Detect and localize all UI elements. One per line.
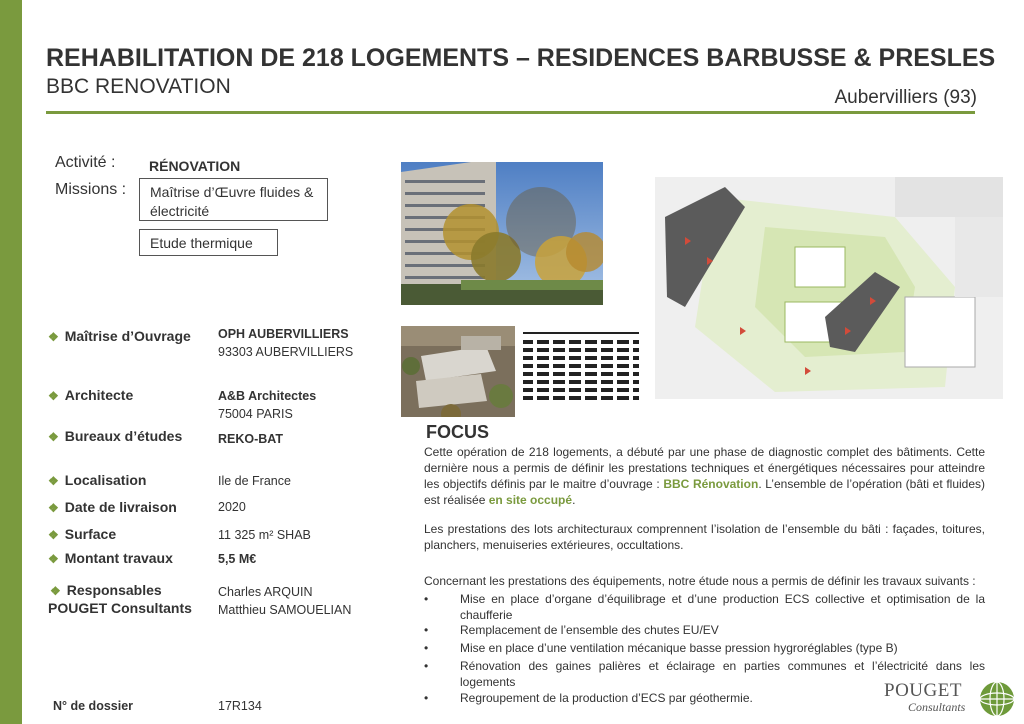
page-title: REHABILITATION DE 218 LOGEMENTS – RESIDENCES BARBUSSE & PRESLES xyxy=(46,44,996,72)
focus-paragraph-3: Concernant les prestations des équipements, notre étude nous a permis de définir les travaux suivants : xyxy=(424,574,976,588)
diamond-bullet-icon: ❖ xyxy=(50,584,61,598)
info-value-moa: OPH AUBERVILLIERS 93303 AUBERVILLIERS xyxy=(218,327,354,359)
dossier-label: N° de dossier xyxy=(53,699,134,713)
diamond-bullet-icon: ❖ xyxy=(48,389,59,403)
focus-paragraph-1: Cette opération de 218 logements, a débuté par une phase de diagnostic complet des bâtiments. Cette dernière nous a permis de définir les prestations techniques et énergétiques nécessaires pour atteindre les objectifs définis par le maitre d’ouvrage : BBC Rénovation. L’ensemble de l’opération (bâti et fluides) est réalisée en site occupé. xyxy=(424,445,986,507)
info-label-architecte: ❖ Architecte xyxy=(48,387,134,403)
mission-box: Etude thermique xyxy=(139,229,278,256)
site-plan xyxy=(655,177,1003,399)
activity-label: Activité : xyxy=(55,154,116,171)
info-value-livraison: 2020 xyxy=(218,500,246,514)
building-photo xyxy=(401,162,603,305)
mission-box: Maîtrise d’Œuvre fluides & électricité xyxy=(139,178,328,221)
diamond-bullet-icon: ❖ xyxy=(48,430,59,444)
list-item: • Rénovation des gaines palières et éclairage en parties communes et l’électricité dans les logements xyxy=(424,659,985,689)
diamond-bullet-icon: ❖ xyxy=(48,474,59,488)
info-label-localisation: ❖ Localisation xyxy=(48,472,147,488)
diamond-bullet-icon: ❖ xyxy=(48,501,59,515)
info-value-responsables: Charles ARQUIN Matthieu SAMOUELIAN xyxy=(218,585,352,617)
diamond-bullet-icon: ❖ xyxy=(48,330,59,344)
pouget-logo xyxy=(884,678,1018,722)
info-value-architecte: A&B Architectes 75004 PARIS xyxy=(218,389,317,421)
info-label-montant: ❖ Montant travaux xyxy=(48,550,173,566)
info-label-livraison: ❖ Date de livraison xyxy=(48,499,177,515)
info-label-responsables: ❖ Responsables POUGET Consultants xyxy=(48,582,192,616)
list-item: • Remplacement de l’ensemble des chutes EU/EV xyxy=(424,623,719,637)
dossier-value: 17R134 xyxy=(218,699,262,713)
globe-icon xyxy=(978,680,1016,718)
list-item: • Mise en place d’une ventilation mécanique basse pression hygroréglables (type B) xyxy=(424,641,898,655)
list-item: • Regroupement de la production d’ECS par géothermie. xyxy=(424,691,753,705)
project-location: Aubervilliers (93) xyxy=(834,87,977,108)
info-value-bureaux: REKO-BAT xyxy=(218,432,284,446)
activity-value: RÉNOVATION xyxy=(149,158,241,174)
info-value-surface: 11 325 m² SHAB xyxy=(218,528,311,542)
info-label-bureaux: ❖ Bureaux d’études xyxy=(48,428,183,444)
side-accent-bar xyxy=(0,0,22,724)
header-divider xyxy=(46,111,975,114)
facade-drawing xyxy=(519,326,643,405)
info-value-localisation: Ile de France xyxy=(218,474,291,488)
focus-paragraph-2: Les prestations des lots architecturaux comprennent l’isolation de l’ensemble du bâti : façades, toitures, planchers, menuiseries extérieures, occultations. xyxy=(424,522,985,552)
info-label-moa: ❖ Maîtrise d’Ouvrage xyxy=(48,328,191,344)
info-label-surface: ❖ Surface xyxy=(48,526,117,542)
info-value-montant: 5,5 M€ xyxy=(218,552,257,566)
logo-name: POUGET xyxy=(884,680,962,701)
list-item: • Mise en place d’organe d’équilibrage et d’une production ECS collective et optimisation de la chaufferie xyxy=(424,592,985,622)
focus-title: FOCUS xyxy=(426,422,489,442)
diamond-bullet-icon: ❖ xyxy=(48,528,59,542)
aerial-photo xyxy=(401,326,515,417)
page-subtitle: BBC RENOVATION xyxy=(46,75,231,98)
logo-sub: Consultants xyxy=(908,700,966,714)
missions-label: Missions : xyxy=(55,181,127,198)
diamond-bullet-icon: ❖ xyxy=(48,552,59,566)
